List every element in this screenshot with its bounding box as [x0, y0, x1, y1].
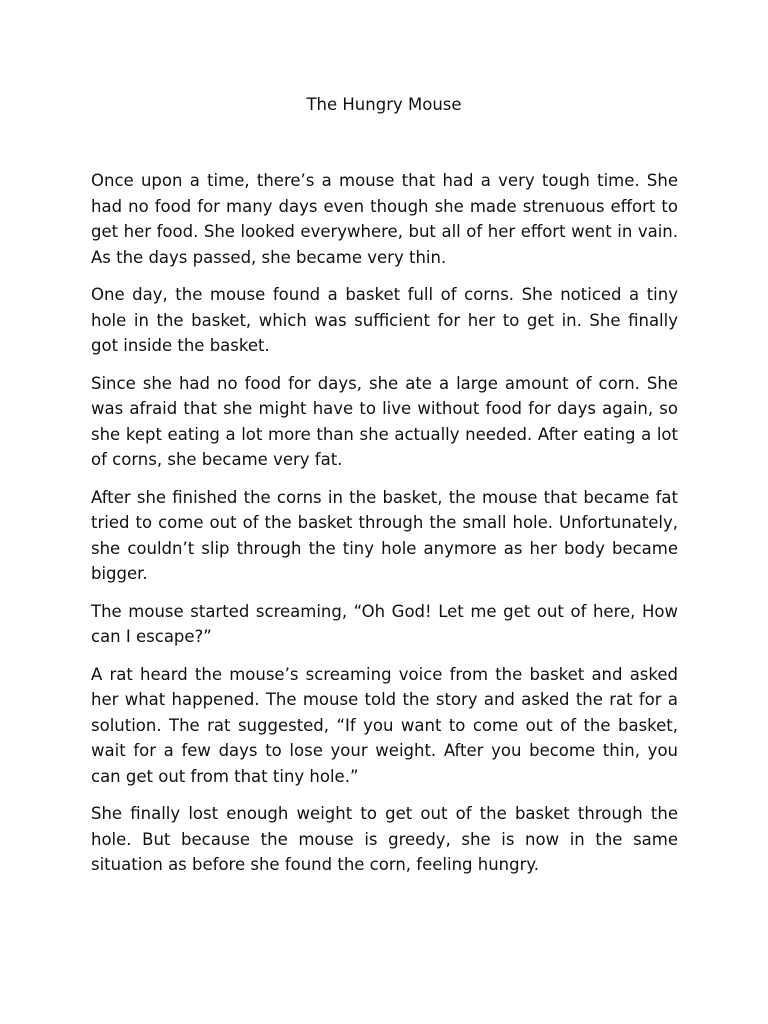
paragraph-7: She finally lost enough weight to get out of the basket through the hole. But because the mouse is greedy, she is now in the same situation as before she found the corn, feeling hungry. — [91, 804, 678, 874]
paragraph-3: Since she had no food for days, she ate a large amount of corn. She was afraid that she might have to live without food for days again, so she kept eating a lot more than she actually needed. After eating a lot of corns, she became very fat. — [91, 373, 678, 469]
paragraph-4: After she finished the corns in the basket, the mouse that became fat tried to come out of the basket through the small hole. Unfortunately, she couldn’t slip through the tiny hole anymore as her body became bigger. — [91, 487, 678, 583]
paragraph-2: One day, the mouse found a basket full of corns. She noticed a tiny hole in the basket, which was sufficient for her to get in. She finally got inside the basket. — [91, 285, 678, 355]
paragraph-1: Once upon a time, there’s a mouse that had a very tough time. She had no food for many days even though she made strenuous effort to get her food. She looked everywhere, but all of her effort went in vain. As the days passed, she became very thin. — [91, 171, 678, 267]
document-body — [91, 168, 678, 890]
paragraph-5: The mouse started screaming, “Oh God! Let me get out of here, How can I escape?” — [91, 601, 678, 646]
document-title: The Hungry Mouse — [306, 95, 462, 114]
paragraph-6: A rat heard the mouse’s screaming voice from the basket and asked her what happened. The mouse told the story and asked the rat for a solution. The rat suggested, “If you want to come out of the basket, wait for a few days to lose your weight. After you become thin, you can get out from that tiny hole.” — [91, 664, 678, 786]
